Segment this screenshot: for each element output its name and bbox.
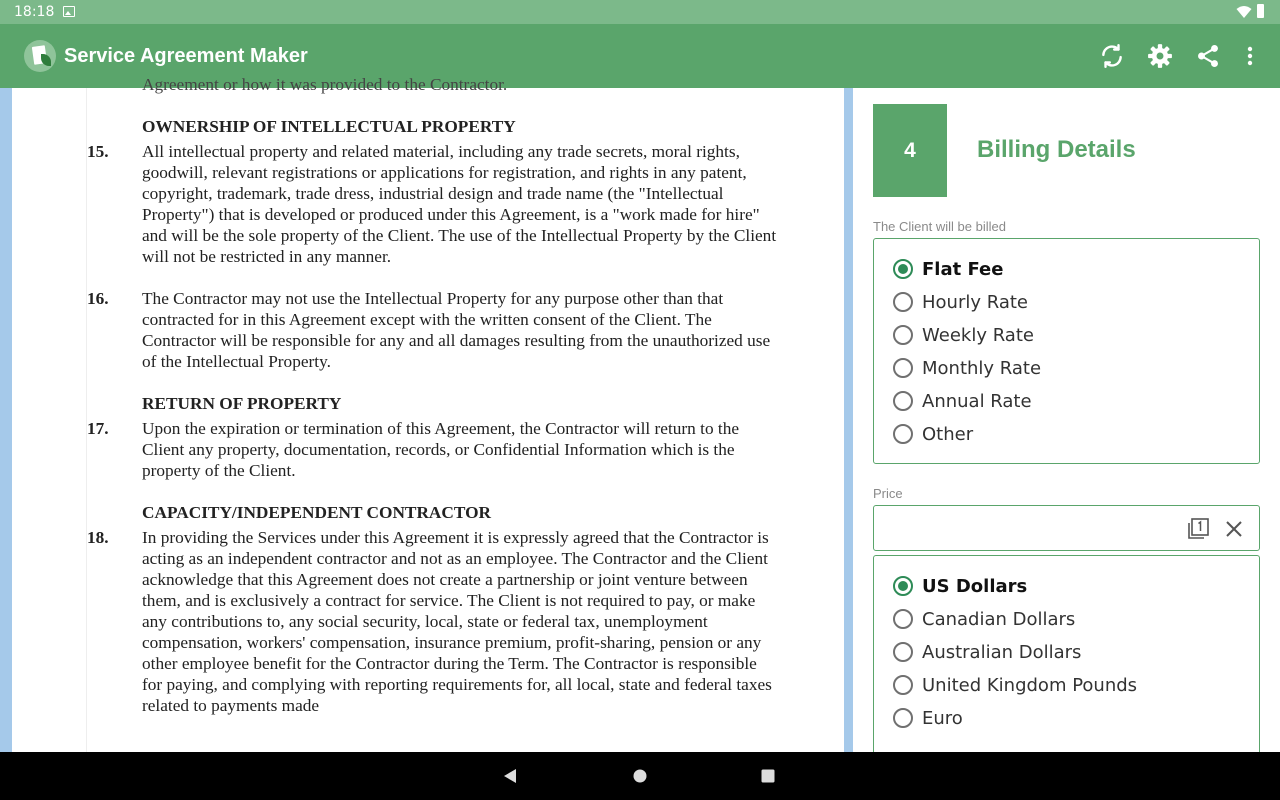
refresh-icon — [1099, 43, 1125, 69]
settings-button[interactable] — [1144, 40, 1176, 72]
clear-button[interactable] — [1222, 517, 1246, 541]
radio-label: Weekly Rate — [922, 324, 1034, 346]
refresh-button[interactable] — [1096, 40, 1128, 72]
image-icon — [63, 6, 75, 17]
settings-icon — [1147, 43, 1173, 69]
radio-monthly-rate[interactable] — [893, 355, 1041, 381]
battery-icon — [1257, 4, 1264, 18]
clause-number: 18. — [87, 528, 109, 547]
price-field — [873, 505, 1260, 551]
radio-label: United Kingdom Pounds — [922, 674, 1138, 696]
billing-type-radio-group — [873, 238, 1260, 464]
section-heading: RETURN OF PROPERTY — [142, 394, 342, 413]
clear-icon — [1225, 520, 1243, 538]
radio-hourly-rate[interactable] — [893, 289, 1028, 315]
clause-number: 17. — [87, 419, 109, 438]
radio-label: Australian Dollars — [922, 641, 1082, 663]
clause-17 — [87, 418, 777, 481]
radio-flat-fee[interactable] — [893, 256, 1003, 282]
clause-text: The Contractor may not use the Intellectual Property for any purpose other than that contracted for in this Agreement except with the written consent of the Client. The Contractor will be responsible for any and all damages resulting from the unauthorized use of the Intellectual Property. — [142, 289, 771, 371]
radio-unselected-icon — [893, 358, 913, 378]
radio-other[interactable] — [893, 421, 973, 447]
step-number-badge: 4 — [873, 104, 947, 197]
radio-unselected-icon — [893, 292, 913, 312]
more-vert-icon — [1246, 44, 1254, 68]
navigation-bar — [0, 752, 1280, 800]
copy-icon — [1186, 517, 1210, 541]
radio-australian-dollars[interactable] — [893, 639, 1081, 665]
radio-canadian-dollars[interactable] — [893, 606, 1075, 632]
recents-button[interactable] — [758, 766, 778, 786]
radio-label: Monthly Rate — [922, 357, 1042, 379]
clause-text: In providing the Services under this Agreement it is expressly agreed that the Contractor is acting as an independent contractor and not as an employee. The Contractor and the Client acknowledge that this Agreement does not create a partnership or joint venture between them, and is exclusively a contract for service. The Client is not required to pay, or make any contributions to, any social security, local, state or federal tax, unemployment compensation, workers' compensation, insurance premium, profit-sharing, pension or any other employee benefit for the Contractor during the Term. The Contractor is responsible for paying, and complying with reporting requirements for, all local, state and federal taxes related to payments made — [142, 528, 772, 715]
radio-label: Flat Fee — [922, 258, 1004, 280]
clause-text: Upon the expiration or termination of this Agreement, the Contractor will return to the Client any property, documentation, records, or Confidential Information which is the property of the Client. — [142, 419, 740, 480]
radio-unselected-icon — [893, 642, 913, 662]
wifi-icon — [1236, 5, 1252, 19]
clause-16 — [87, 288, 777, 372]
radio-label: Canadian Dollars — [922, 608, 1076, 630]
radio-selected-icon — [893, 576, 913, 596]
radio-weekly-rate[interactable] — [893, 322, 1034, 348]
radio-unselected-icon — [893, 424, 913, 444]
home-button[interactable] — [630, 766, 650, 786]
radio-label: Hourly Rate — [922, 291, 1029, 313]
radio-selected-icon — [893, 259, 913, 279]
radio-unselected-icon — [893, 675, 913, 695]
back-button[interactable] — [500, 766, 520, 786]
share-icon — [1195, 43, 1221, 69]
radio-label: Annual Rate — [922, 390, 1032, 412]
price-input[interactable] — [884, 514, 1174, 542]
clause-15 — [87, 141, 777, 267]
app-logo-icon — [24, 40, 56, 72]
cut-off-line: Agreement or how it was provided to the Contractor. — [142, 75, 508, 94]
step-title: Billing Details — [977, 136, 1136, 163]
billing-type-label: The Client will be billed — [873, 219, 1006, 234]
currency-radio-group — [873, 555, 1260, 770]
home-icon — [632, 768, 648, 784]
radio-label: Other — [922, 423, 974, 445]
section-heading: CAPACITY/INDEPENDENT CONTRACTOR — [142, 503, 492, 522]
radio-united-kingdom-pounds[interactable] — [893, 672, 1137, 698]
radio-unselected-icon — [893, 609, 913, 629]
radio-label: Euro — [922, 707, 963, 729]
clause-number: 15. — [87, 142, 109, 161]
clause-18 — [87, 527, 777, 716]
document-page — [12, 75, 844, 752]
clause-number: 16. — [87, 289, 109, 308]
radio-unselected-icon — [893, 391, 913, 411]
recents-icon — [760, 768, 776, 784]
document-text — [87, 74, 777, 716]
clause-text: All intellectual property and related material, including any trade secrets, moral rights, goodwill, relevant registrations or applications for registration, and rights in any patent, copyright, trademark, trade dress, industrial design and trade name (the "Intellectual Property") that is developed or produced under this Agreement, is a "work made for hire" and will be the sole property of the Client. The use of the Intellectual Property by the Client will not be restricted in any manner. — [142, 142, 777, 266]
share-button[interactable] — [1192, 40, 1224, 72]
overflow-menu-button[interactable] — [1234, 40, 1266, 72]
back-icon — [502, 768, 518, 784]
section-heading: OWNERSHIP OF INTELLECTUAL PROPERTY — [142, 117, 516, 136]
radio-unselected-icon — [893, 708, 913, 728]
radio-euro[interactable] — [893, 705, 963, 731]
price-label: Price — [873, 486, 903, 501]
status-bar — [0, 0, 1280, 24]
copy-button[interactable] — [1186, 517, 1210, 541]
status-time: 18:18 — [14, 4, 55, 20]
radio-us-dollars[interactable] — [893, 573, 1027, 599]
app-title: Service Agreement Maker — [64, 45, 308, 67]
billing-form-pane[interactable] — [853, 88, 1280, 752]
document-preview-pane[interactable] — [0, 75, 853, 752]
radio-label: US Dollars — [922, 575, 1028, 597]
radio-unselected-icon — [893, 325, 913, 345]
radio-annual-rate[interactable] — [893, 388, 1032, 414]
